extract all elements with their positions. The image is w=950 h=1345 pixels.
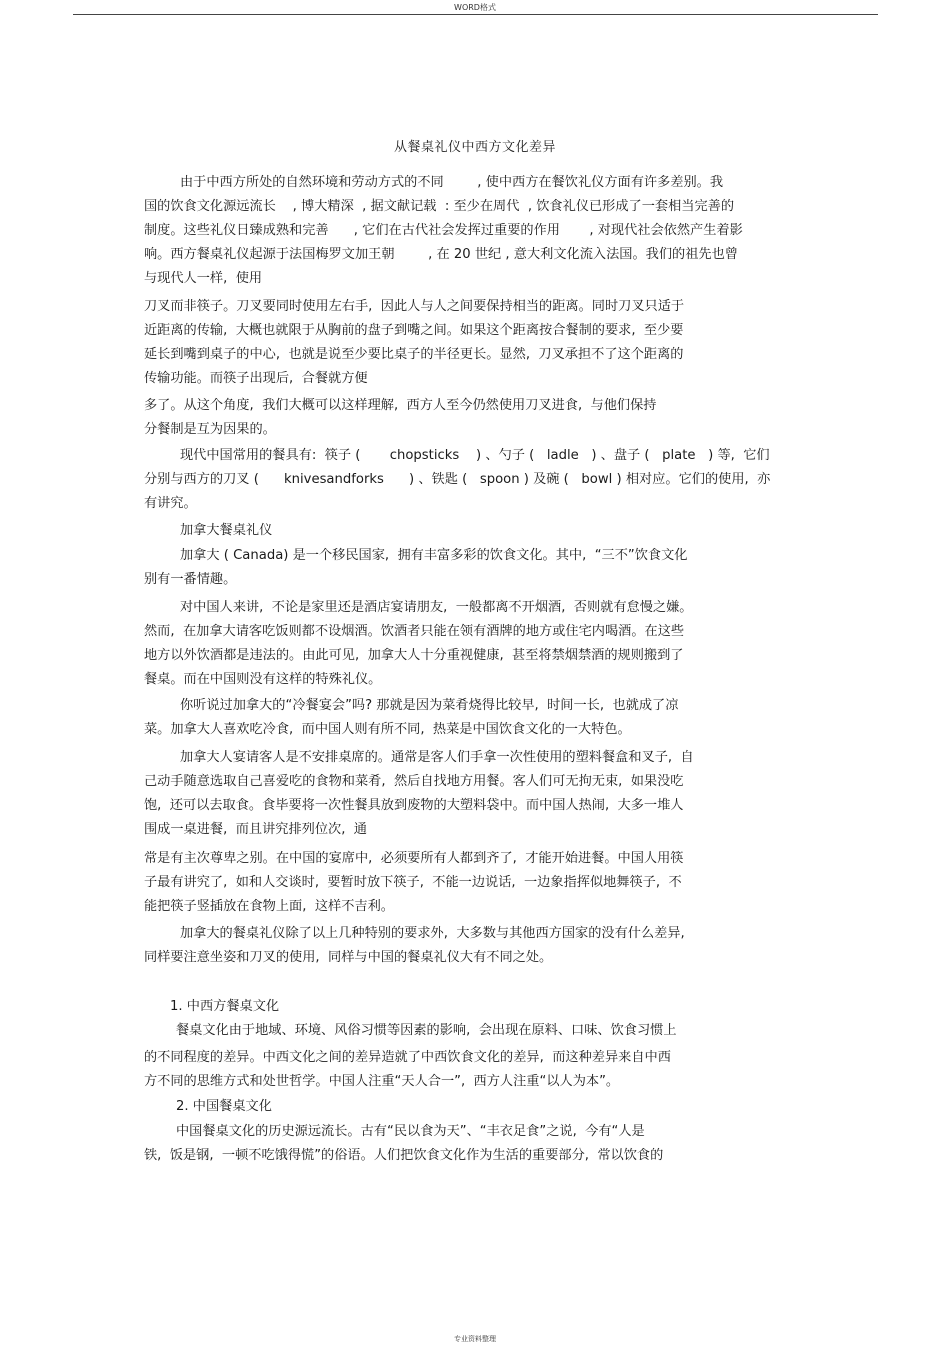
body-line: 你听说过加拿大的“冷餐宴会”吗? 那就是因为菜肴烧得比较早, 时间一长, 也就成了凉 — [180, 698, 679, 713]
body-line: 地方以外饮酒都是违法的。由此可见, 加拿大人十分重视健康, 甚至将禁烟禁酒的规则搬到了 — [144, 648, 684, 663]
body-line: 常是有主次尊卑之别。在中国的宴席中, 必须要所有人都到齐了, 才能开始进餐。中国人用筷 — [144, 851, 684, 866]
body-line: 的不同程度的差异。中西文化之间的差异造就了中西饮食文化的差异, 而这种差异来自中西 — [144, 1050, 671, 1065]
body-line: 分别与西方的刀叉 ( knivesandforks ) 、铁匙 ( spoon ) 及碗 ( bowl ) 相对应。它们的使用, 亦 — [144, 472, 771, 487]
body-line: 制度。这些礼仪日臻成熟和完善 , 它们在古代社会发挥过重要的作用 , 对现代社会依然产生着影 — [144, 223, 743, 238]
body-line: 加拿大人宴请客人是不安排桌席的。通常是客人们手拿一次性使用的塑料餐盒和叉子, 自 — [180, 750, 694, 765]
body-line: 加拿大的餐桌礼仪除了以上几种特别的要求外, 大多数与其他西方国家的没有什么差异, — [180, 926, 685, 941]
body-line: 加拿大 ( Canada) 是一个移民国家, 拥有丰富多彩的饮食文化。其中, “三不”饮食文化 — [180, 548, 688, 563]
header-rule — [73, 14, 878, 15]
body-line: 同样要注意坐姿和刀叉的使用, 同样与中国的餐桌礼仪大有不同之处。 — [144, 950, 553, 965]
body-line: 铁, 饭是钢, 一顿不吃饿得慌”的俗语。人们把饮食文化作为生活的重要部分, 常以饮食的 — [144, 1148, 664, 1163]
body-line: 餐桌。而在中国则没有这样的特殊礼仪。 — [144, 672, 382, 687]
body-line: 响。西方餐桌礼仪起源于法国梅罗文加王朝 , 在 20 世纪 , 意大利文化流入法国。我们的祖先也曾 — [144, 247, 738, 262]
section-heading: 加拿大餐桌礼仪 — [180, 523, 273, 538]
body-line: 中国餐桌文化的历史源远流长。古有“民以食为天”、“丰衣足食”之说, 今有“人是 — [176, 1124, 645, 1139]
section-heading: 2. 中国餐桌文化 — [176, 1099, 272, 1114]
body-line: 对中国人来讲, 不论是家里还是酒店宴请朋友, 一般都离不开烟酒, 否则就有怠慢之嫌。 — [180, 600, 693, 615]
body-line: 国的饮食文化源远流长 , 博大精深 , 据文献记载 : 至少在周代 , 饮食礼仪已形成了一套相当完善的 — [144, 199, 735, 214]
body-line: 菜。加拿大人喜欢吃冷食, 而中国人则有所不同, 热菜是中国饮食文化的一大特色。 — [144, 722, 631, 737]
body-line: 由于中西方所处的自然环境和劳动方式的不同 , 使中西方在餐饮礼仪方面有许多差别。我 — [180, 175, 724, 190]
body-line: 子最有讲究了, 如和人交谈时, 要暂时放下筷子, 不能一边说话, 一边象指挥似地舞筷子, 不 — [144, 875, 682, 890]
document-title: 从餐桌礼仪中西方文化差异 — [393, 140, 556, 155]
body-line: 近距离的传输, 大概也就限于从胸前的盘子到嘴之间。如果这个距离按合餐制的要求, 至少要 — [144, 323, 684, 338]
body-line: 分餐制是互为因果的。 — [144, 422, 276, 437]
body-line: 有讲究。 — [144, 496, 197, 511]
body-line: 然而, 在加拿大请客吃饭则都不设烟酒。饮酒者只能在领有酒牌的地方或住宅内喝酒。在这些 — [144, 624, 685, 639]
body-line: 餐桌文化由于地域、环境、风俗习惯等因素的影响, 会出现在原料、口味、饮食习惯上 — [176, 1023, 677, 1038]
body-line: 多了。从这个角度, 我们大概可以这样理解, 西方人至今仍然使用刀叉进食, 与他们保持 — [144, 398, 657, 413]
body-line: 饱, 还可以去取食。食毕要将一次性餐具放到废物的大塑料袋中。而中国人热闹, 大多一堆人 — [144, 798, 684, 813]
body-line: 延长到嘴到桌子的中心, 也就是说至少要比桌子的半径更长。显然, 刀叉承担不了这个距离的 — [144, 347, 684, 362]
body-line: 方不同的思维方式和处世哲学。中国人注重“天人合一”, 西方人注重“以人为本”。 — [144, 1074, 620, 1089]
page-footer: 专业资料整理 — [454, 1335, 496, 1343]
body-line: 能把筷子竖插放在食物上面, 这样不吉利。 — [144, 899, 394, 914]
body-line: 传输功能。而筷子出现后, 合餐就方便 — [144, 371, 368, 386]
body-line: 与现代人一样, 使用 — [144, 271, 263, 286]
page-header: WORD格式 — [454, 3, 496, 12]
body-line: 己动手随意选取自己喜爱吃的食物和菜肴, 然后自找地方用餐。客人们可无拘无束, 如果没吃 — [144, 774, 684, 789]
section-heading: 1. 中西方餐桌文化 — [170, 999, 280, 1014]
body-line: 别有一番情趣。 — [144, 572, 237, 587]
body-line: 围成一桌进餐, 而且讲究排列位次, 通 — [144, 822, 367, 837]
body-line: 刀叉而非筷子。刀叉要同时使用左右手, 因此人与人之间要保持相当的距离。同时刀叉只适于 — [144, 299, 685, 314]
body-line: 现代中国常用的餐具有: 筷子 ( chopsticks ) 、勺子 ( ladle ) 、盘子 ( plate ) 等, 它们 — [180, 448, 770, 463]
